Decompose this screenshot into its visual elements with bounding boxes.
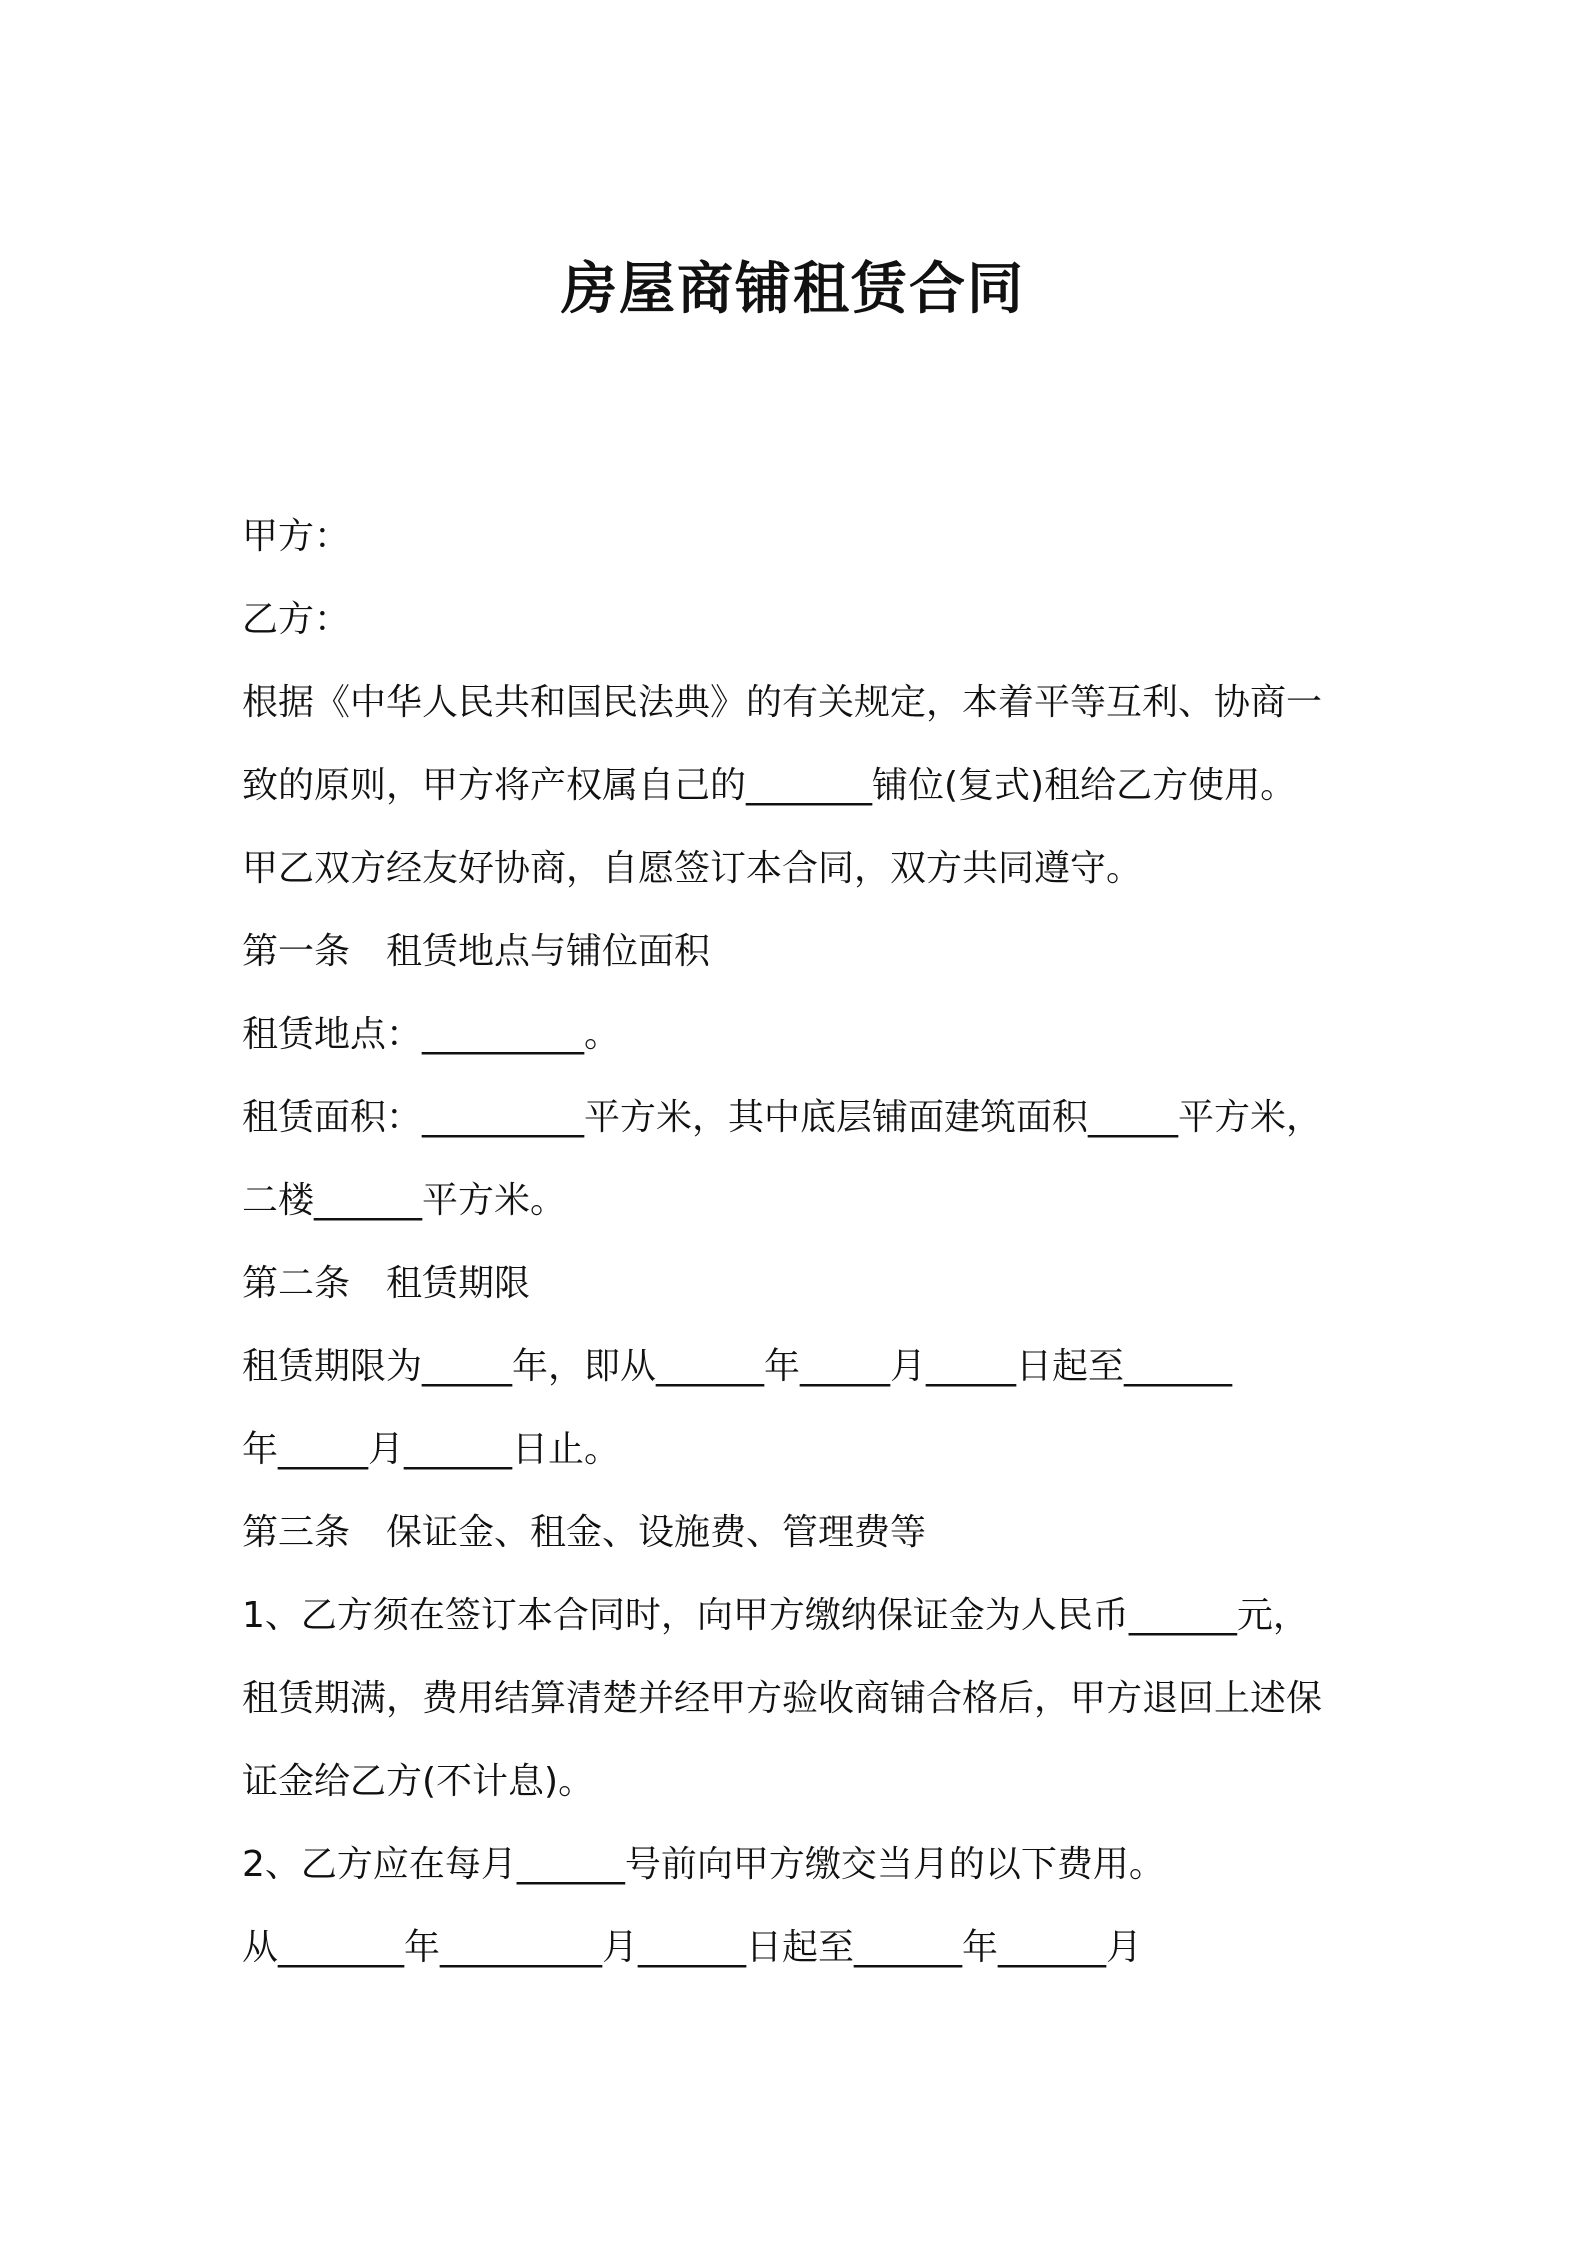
- preamble-line-3: 甲乙双方经友好协商，自愿签订本合同，双方共同遵守。: [242, 848, 1143, 889]
- document-title: 房屋商铺租赁合同: [561, 257, 1025, 322]
- lease-location-line: 租赁地点：_________。: [242, 1014, 621, 1055]
- deposit-clause-line-1: 1、乙方须在签订本合同时，向甲方缴纳保证金为人民币______元，: [242, 1595, 1309, 1636]
- deposit-clause-line-2: 租赁期满，费用结算清楚并经甲方验收商铺合格后，甲方退回上述保: [242, 1678, 1323, 1719]
- lease-area-line-2: 二楼______平方米。: [242, 1180, 567, 1221]
- deposit-clause-line-3: 证金给乙方(不计息)。: [242, 1761, 595, 1802]
- preamble-line-1: 根据《中华人民共和国民法典》的有关规定，本着平等互利、协商一: [242, 682, 1323, 723]
- payment-period-line: 从_______年_________月______日起至______年______月: [242, 1927, 1143, 1968]
- document-body: [242, 495, 1372, 1989]
- payment-clause-line: 2、乙方应在每月______号前向甲方缴交当月的以下费用。: [242, 1844, 1165, 1885]
- party-b-line: 乙方：: [242, 599, 351, 640]
- article-3-heading: 第三条 保证金、租金、设施费、管理费等: [242, 1512, 927, 1553]
- article-2-heading: 第二条 租赁期限: [242, 1263, 531, 1304]
- lease-term-line-2: 年_____月______日止。: [242, 1429, 621, 1470]
- article-1-heading: 第一条 租赁地点与铺位面积: [242, 931, 711, 972]
- lease-term-line-1: 租赁期限为_____年，即从______年_____月_____日起至______: [242, 1346, 1233, 1387]
- party-a-line: 甲方：: [242, 516, 351, 557]
- preamble-line-2: 致的原则，甲方将产权属自己的_______铺位(复式)租给乙方使用。: [242, 765, 1297, 806]
- lease-area-line-1: 租赁面积：_________平方米，其中底层铺面建筑面积_____平方米，: [242, 1097, 1323, 1138]
